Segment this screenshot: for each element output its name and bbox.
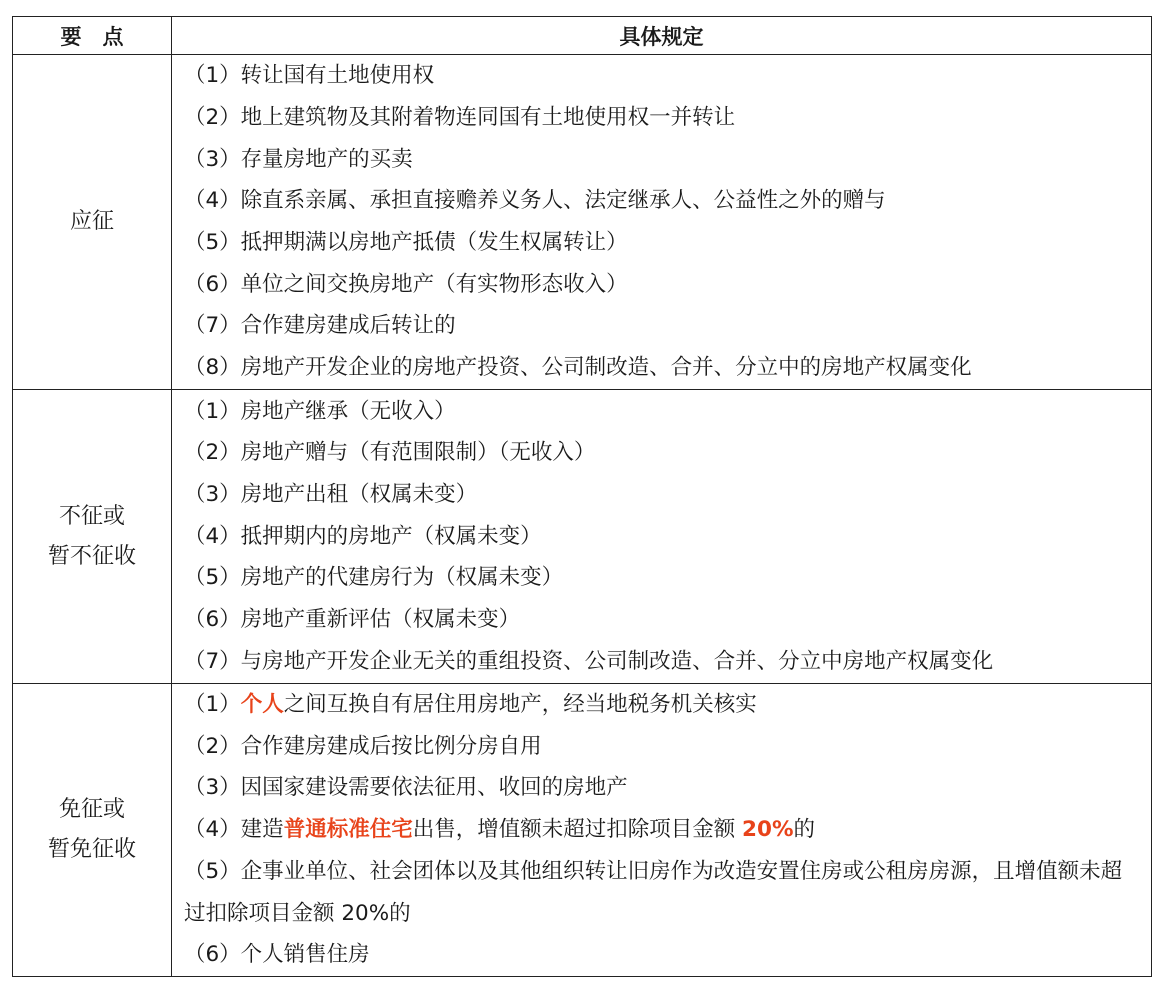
header-row bbox=[13, 17, 1152, 55]
land-vat-scope-table bbox=[12, 16, 1152, 977]
highlight-percent: 20% bbox=[742, 817, 794, 843]
highlight-text: 个人 bbox=[240, 692, 284, 717]
list-item: （6）房地产重新评估（权属未变） bbox=[184, 607, 521, 633]
list-item: （2）房地产赠与（有范围限制）（无收入） bbox=[184, 440, 596, 466]
header-specific-rules: 具体规定 bbox=[172, 17, 1152, 55]
key-label: 暂免征收 bbox=[47, 836, 136, 862]
list-item: （1）房地产继承（无收入） bbox=[184, 398, 456, 424]
list-item: （8）房地产开发企业的房地产投资、公司制改造、合并、分立中的房地产权属变化 bbox=[184, 355, 972, 381]
list-item: （3）存量房地产的买卖 bbox=[184, 146, 413, 172]
table-row bbox=[13, 684, 1152, 977]
item-text: 的 bbox=[793, 817, 816, 843]
item-prefix: （4）建造 bbox=[184, 817, 284, 843]
list-item: （6）单位之间交换房地产（有实物形态收入） bbox=[184, 271, 628, 297]
item-text: 出售，增值额未超过扣除项目金额 bbox=[412, 817, 743, 843]
highlight-text: 普通标准住宅 bbox=[283, 817, 413, 843]
row-items bbox=[172, 684, 1152, 977]
list-item bbox=[184, 684, 1141, 726]
key-label: 免征或 bbox=[58, 796, 125, 822]
list-item: （6）个人销售住房 bbox=[184, 942, 370, 968]
item-text: 之间互换自有居住用房地产，经当地税务机关核实 bbox=[283, 692, 757, 717]
list-item: （3）房地产出租（权属未变） bbox=[184, 481, 478, 507]
row-items bbox=[172, 55, 1152, 390]
list-item: （5）房地产的代建房行为（权属未变） bbox=[184, 565, 564, 591]
list-item: （7）合作建房建成后转让的 bbox=[184, 313, 456, 339]
list-item: （3）因国家建设需要依法征用、收回的房地产 bbox=[184, 775, 628, 801]
list-item: （4）抵押期内的房地产（权属未变） bbox=[184, 523, 542, 549]
list-item: （2）地上建筑物及其附着物连同国有土地使用权一并转让 bbox=[184, 104, 736, 130]
item-prefix: （1） bbox=[184, 692, 241, 717]
list-item: （4）除直系亲属、承担直接赡养义务人、法定继承人、公益性之外的赠与 bbox=[184, 188, 886, 214]
list-item: （2）合作建房建成后按比例分房自用 bbox=[184, 733, 542, 759]
row-key bbox=[13, 55, 172, 390]
row-items bbox=[172, 390, 1152, 684]
key-label: 应征 bbox=[69, 209, 114, 234]
header-key-point: 要 点 bbox=[13, 17, 172, 55]
list-item bbox=[184, 809, 1141, 851]
key-label: 不征或 bbox=[58, 503, 125, 529]
list-item: （7）与房地产开发企业无关的重组投资、公司制改造、合并、分立中房地产权属变化 bbox=[184, 648, 994, 674]
row-key bbox=[13, 390, 172, 684]
key-label: 暂不征收 bbox=[47, 543, 136, 569]
row-key bbox=[13, 684, 172, 977]
table-row bbox=[13, 55, 1152, 390]
list-item: （5）企事业单位、社会团体以及其他组织转让旧房作为改造安置住房或公租房房源，且增值额未超过扣除项目金额 20%的 bbox=[184, 858, 1123, 926]
list-item: （1）转让国有土地使用权 bbox=[184, 63, 435, 89]
list-item: （5）抵押期满以房地产抵债（发生权属转让） bbox=[184, 230, 628, 255]
table-row bbox=[13, 390, 1152, 684]
